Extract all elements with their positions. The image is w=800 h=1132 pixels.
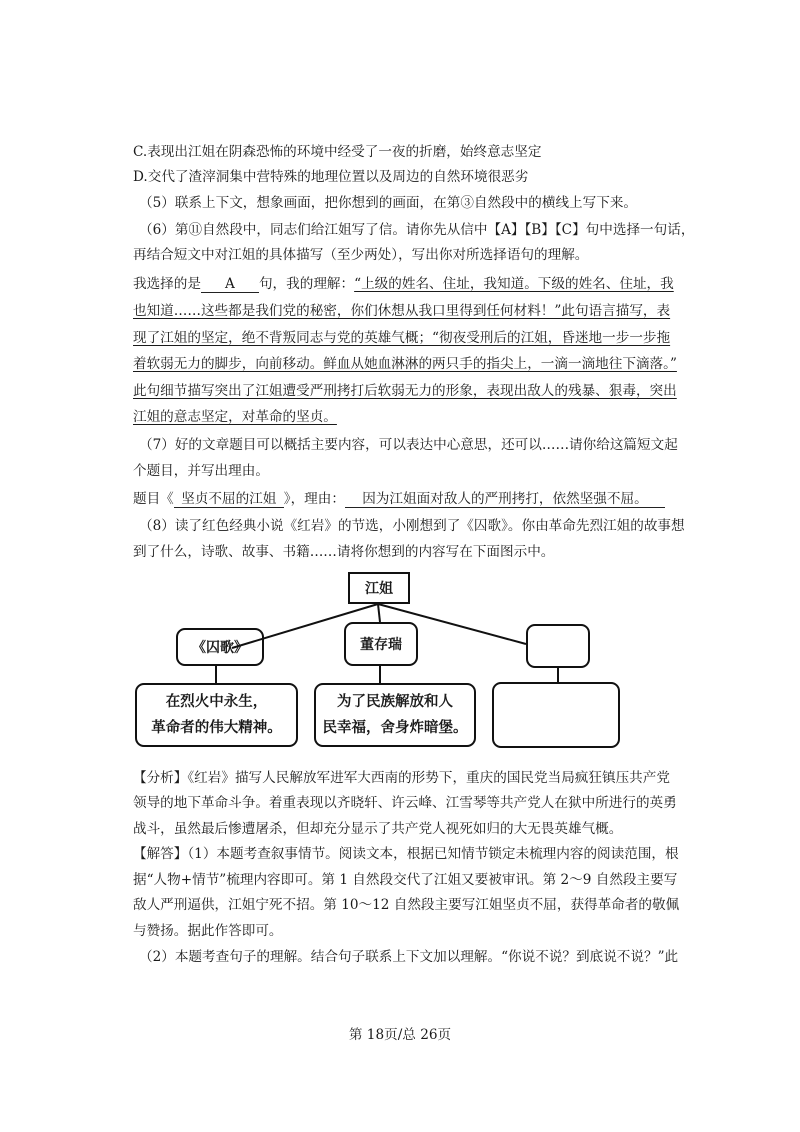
mid-desc-line: 为了民族解放和人 xyxy=(337,694,453,710)
answer-6-text: 江姐的意志坚定，对革命的坚贞。 xyxy=(133,409,337,425)
left-desc-line: 革命者的伟大精神。 xyxy=(151,720,282,736)
question-7: （7）好的文章题目可以概括主要内容，可以表达中心意思，还可以……请你给这篇短文起 xyxy=(139,437,678,453)
question-6-cont: 再结合短文中对江姐的具体描写（至少两处），写出你对所选择语句的理解。 xyxy=(133,247,589,263)
solution: 【解答】（1）本题考查叙事情节。阅读文本，根据已知情节锁定未梳理内容的阅读范围，根 xyxy=(133,846,679,862)
reason-blank: 因为江姐面对敌人的严刑拷打，依然坚强不屈。 xyxy=(345,490,665,508)
right-desc-node xyxy=(492,682,620,748)
question-8-cont: 到了什么，诗歌、故事、书籍……请将你想到的内容写在下面图示中。 xyxy=(133,544,555,560)
left-desc-line: 在烈火中永生， xyxy=(165,694,268,710)
mid-desc-node xyxy=(314,683,476,747)
answer-6-line: 我选择的是 A 句，我的理解：“上级的姓名、住址，我知道。下级的姓名、住址，我 xyxy=(133,276,674,292)
option-d: D.交代了渣滓洞集中营特殊的地理位置以及周边的自然环境很恶劣 xyxy=(133,169,529,185)
page-number: 第 18页/总 26页 xyxy=(348,1027,452,1043)
answer-6-text: 也知道……这些都是我们党的秘密，你们休想从我口里得到任何材料！”此句语言描写，表 xyxy=(133,303,671,319)
answer-6-text: 着软弱无力的脚步，向前移动。鲜血从她血淋淋的两只手的指尖上，一滴一滴地往下滴落。” xyxy=(133,356,677,372)
answer-6-text: 现了江姐的坚定，绝不背叛同志与党的英雄气概；“彻夜受刑后的江姐，昏迷地一步一步拖 xyxy=(133,330,671,346)
question-7-cont: 个题目，并写出理由。 xyxy=(133,463,269,479)
answer-7-line: 题目《 坚贞不屈的江姐 》，理由： 因为江姐面对敌人的严刑拷打，依然坚强不屈。 xyxy=(133,490,665,508)
paragraph-number: ③ xyxy=(460,195,474,211)
left-title-node: 《囚歌》 xyxy=(176,628,264,666)
choice-blank: A xyxy=(201,275,259,293)
analysis-cont: 领导的地下革命斗争。着重表现以齐晓轩、许云峰、江雪琴等共产党人在狱中所进行的英勇 xyxy=(133,795,677,811)
root-node: 江姐 xyxy=(348,572,410,604)
solution-2: （2）本题考查句子的理解。结合句子联系上下文加以理解。“你说不说？到底说不说？”此 xyxy=(139,949,679,965)
question-6: （6）第⑪自然段中，同志们给江姐写了信。请你先从信中【A】【B】【C】句中选择一句话， xyxy=(139,222,695,238)
mid-title-node: 董存瑞 xyxy=(344,622,418,666)
option-c: C.表现出江姐在阴森恐怖的环境中经受了一夜的折磨，始终意志坚定 xyxy=(133,144,542,160)
title-blank: 坚贞不屈的江姐 xyxy=(174,490,284,508)
answer-6-text: 此句细节描写突出了江姐遭受严刑拷打后软弱无力的形象，表现出敌人的残暴、狠毒，突出 xyxy=(133,383,677,399)
answer-underlined: “上级的姓名、住址，我知道。下级的姓名、住址，我 xyxy=(354,276,674,292)
mid-desc-line: 民幸福，舍身炸暗堡。 xyxy=(322,720,468,736)
solution-cont: 据“人物+情节”梳理内容即可。第 1 自然段交代了江姐又要被审讯。第 2～9 自然段主要写 xyxy=(133,872,678,888)
left-desc-node xyxy=(135,683,298,747)
solution-cont: 敌人严刑逼供，江姐宁死不招。第 10～12 自然段主要写江姐坚贞不屈，获得革命者的敬佩 xyxy=(133,897,680,913)
right-title-node xyxy=(526,624,590,668)
solution-cont: 与赞扬。据此作答即可。 xyxy=(133,923,283,939)
paragraph-number: ⑪ xyxy=(188,222,203,238)
analysis-cont: 战斗，虽然最后惨遭屠杀，但却充分显示了共产党人视死如归的大无畏英雄气概。 xyxy=(133,821,623,837)
question-8: （8）读了红色经典小说《红岩》的节选，小刚想到了《囚歌》。你由革命先烈江姐的故事想 xyxy=(139,518,685,534)
analysis: 【分析】《红岩》描写人民解放军进军大西南的形势下，重庆的国民党当局疯狂镇压共产党 xyxy=(133,770,670,786)
question-5: （5）联系上下文，想象画面，把你想到的画面，在第③自然段中的横线上写下来。 xyxy=(139,195,638,211)
